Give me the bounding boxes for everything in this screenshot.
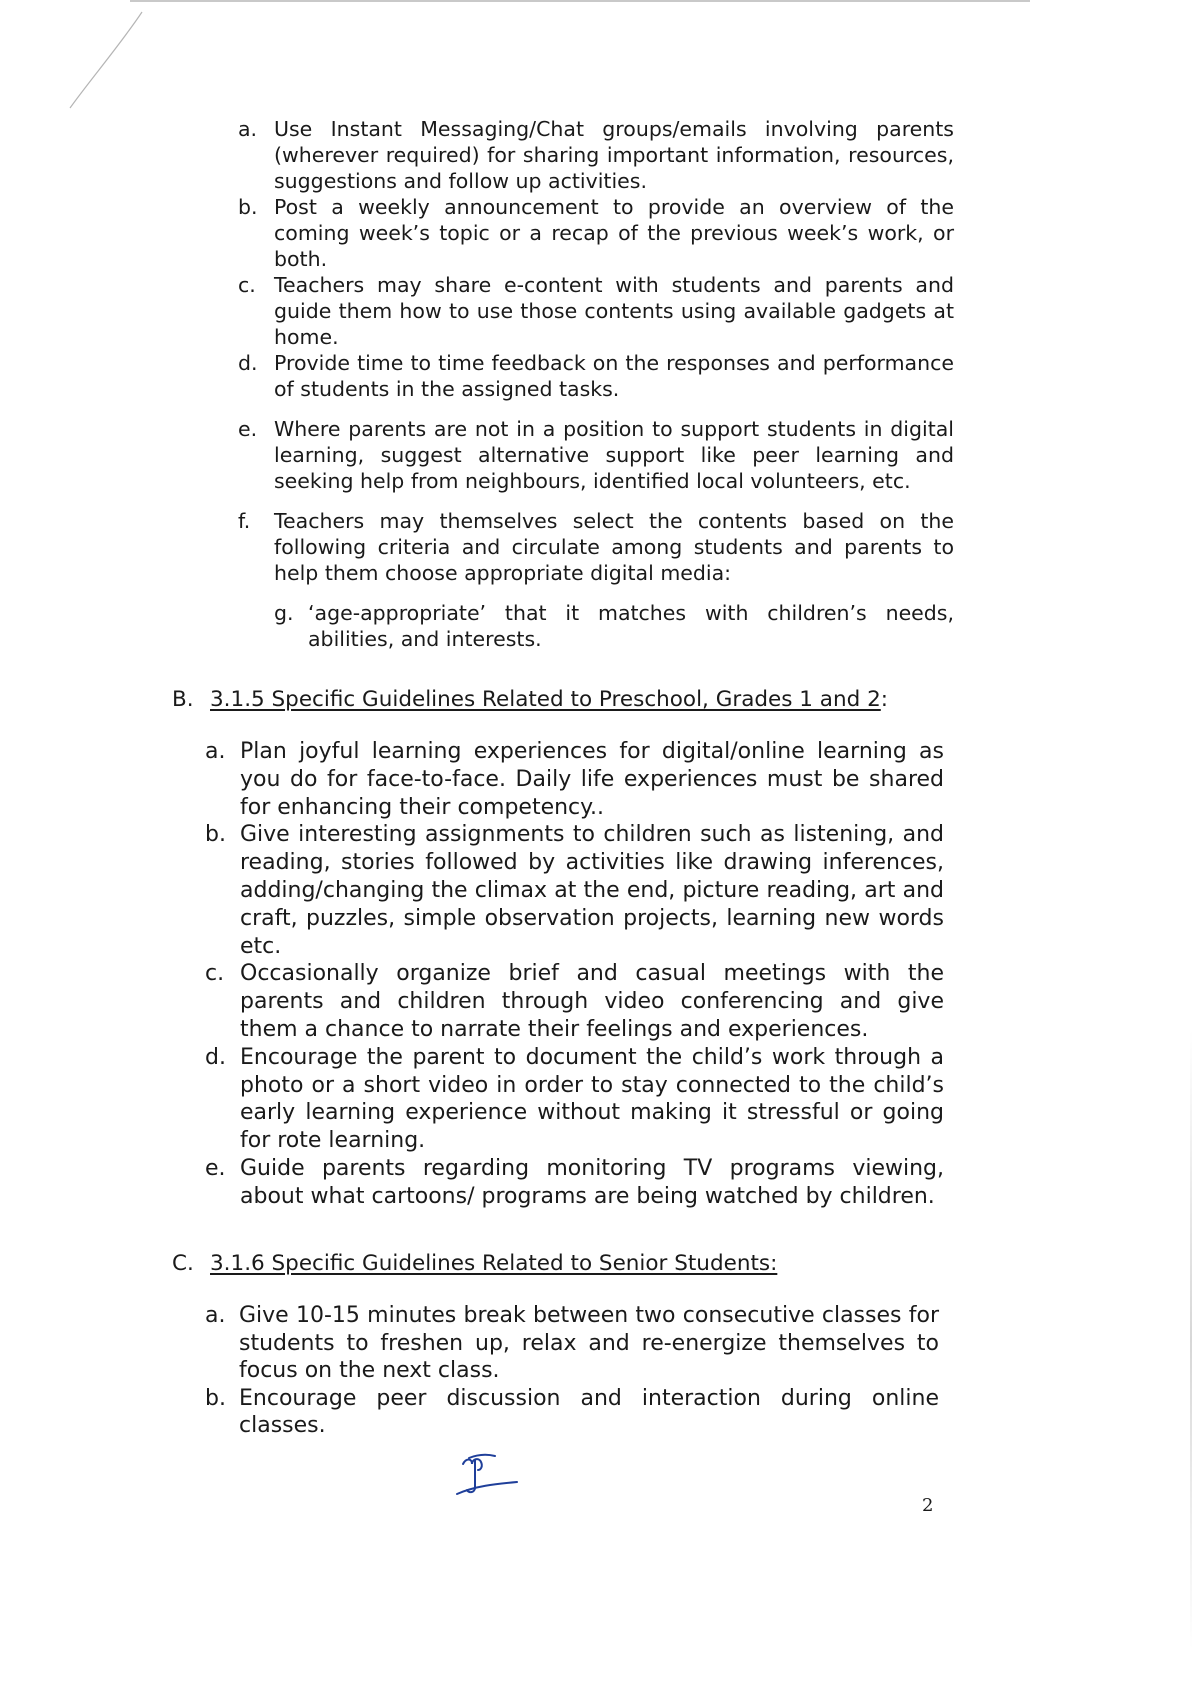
item-marker: c. [238,273,256,297]
scan-crease-mark [60,10,150,110]
list-item [205,738,944,821]
section-b-heading [172,686,888,714]
list-item [205,1044,944,1155]
list-item [238,272,954,350]
item-marker: c. [205,961,225,987]
item-text: Guide parents regarding monitoring TV programs viewing, about what cartoons/ programs are being watched by children. [240,1155,944,1209]
signature-initials-icon [455,1450,525,1500]
item-text: Encourage peer discussion and interaction during online classes. [239,1385,939,1438]
list-item [205,960,944,1043]
section-a-list [238,116,954,652]
section-title-suffix: : [880,687,889,712]
item-text: Give 10-15 minutes break between two consecutive classes for students to freshen up, relax and re-energize themselves to focus on the next class. [239,1303,939,1383]
section-title: 3.1.5 Specific Guidelines Related to Preschool, Grades 1 and 2 [210,687,881,712]
item-text: Teachers may themselves select the contents based on the following criteria and circulate among students and parents to help them choose appropriate digital media: [274,509,954,585]
item-text: Occasionally organize brief and casual meetings with the parents and children through video conferencing and give them a chance to narrate their feelings and experiences. [240,961,944,1042]
item-text: Post a weekly announcement to provide an overview of the coming week’s topic or a recap of the previous week’s work, or both. [274,195,954,271]
list-item [205,821,944,960]
section-c-heading [172,1250,777,1278]
section-letter: B. [172,687,194,712]
list-item [238,194,954,272]
item-text: Give interesting assignments to children such as listening, and reading, stories followed by activities like drawing inferences, adding/changing the climax at the end, picture reading, art and craft, puzzles, simple observation projects, learning new words etc. [240,822,944,959]
item-marker: e. [238,417,258,441]
item-text: Teachers may share e-content with students and parents and guide them how to use those contents using available gadgets at home. [274,273,954,349]
item-marker: a. [205,1303,226,1328]
list-item [238,416,954,494]
item-marker: f. [238,509,251,533]
item-text: Encourage the parent to document the child’s work through a photo or a short video in order to stay connected to the child’s early learning experience without making it stressful or going for rote learning. [240,1044,944,1154]
scan-right-edge [1190,1030,1192,1650]
item-text: Provide time to time feedback on the responses and performance of students in the assigned tasks. [274,351,954,401]
list-item [274,600,954,652]
item-text: Plan joyful learning experiences for digital/online learning as you do for face-to-face. Daily life experiences must be shared for enhancing their competency.. [240,739,944,820]
section-b-list [205,738,944,1211]
list-item [205,1155,944,1211]
item-marker: b. [205,1385,226,1411]
item-marker: a. [205,739,226,764]
item-text: Where parents are not in a position to support students in digital learning, suggest alternative support like peer learning and seeking help from neighbours, identified local volunteers, etc. [274,417,954,493]
item-marker: d. [205,1044,226,1070]
item-marker: a. [238,117,258,141]
item-marker: b. [238,195,258,219]
item-marker: g. [274,601,294,625]
section-letter: C. [172,1251,194,1276]
scan-top-edge [130,0,1030,2]
section-c-list [205,1302,939,1440]
list-item [238,116,954,194]
list-item [238,350,954,402]
page-number: 2 [922,1495,934,1516]
item-text: Use Instant Messaging/Chat groups/emails involving parents (wherever required) for sharing important information, resources, suggestions and follow up activities. [274,117,954,193]
list-item [205,1385,939,1440]
item-marker: e. [205,1155,226,1181]
item-marker: d. [238,351,258,375]
item-text: ‘age-appropriate’ that it matches with children’s needs, abilities, and interests. [308,601,954,651]
item-marker: b. [205,822,226,848]
section-title: 3.1.6 Specific Guidelines Related to Senior Students: [210,1251,778,1276]
list-item [238,508,954,586]
list-item [205,1302,939,1385]
